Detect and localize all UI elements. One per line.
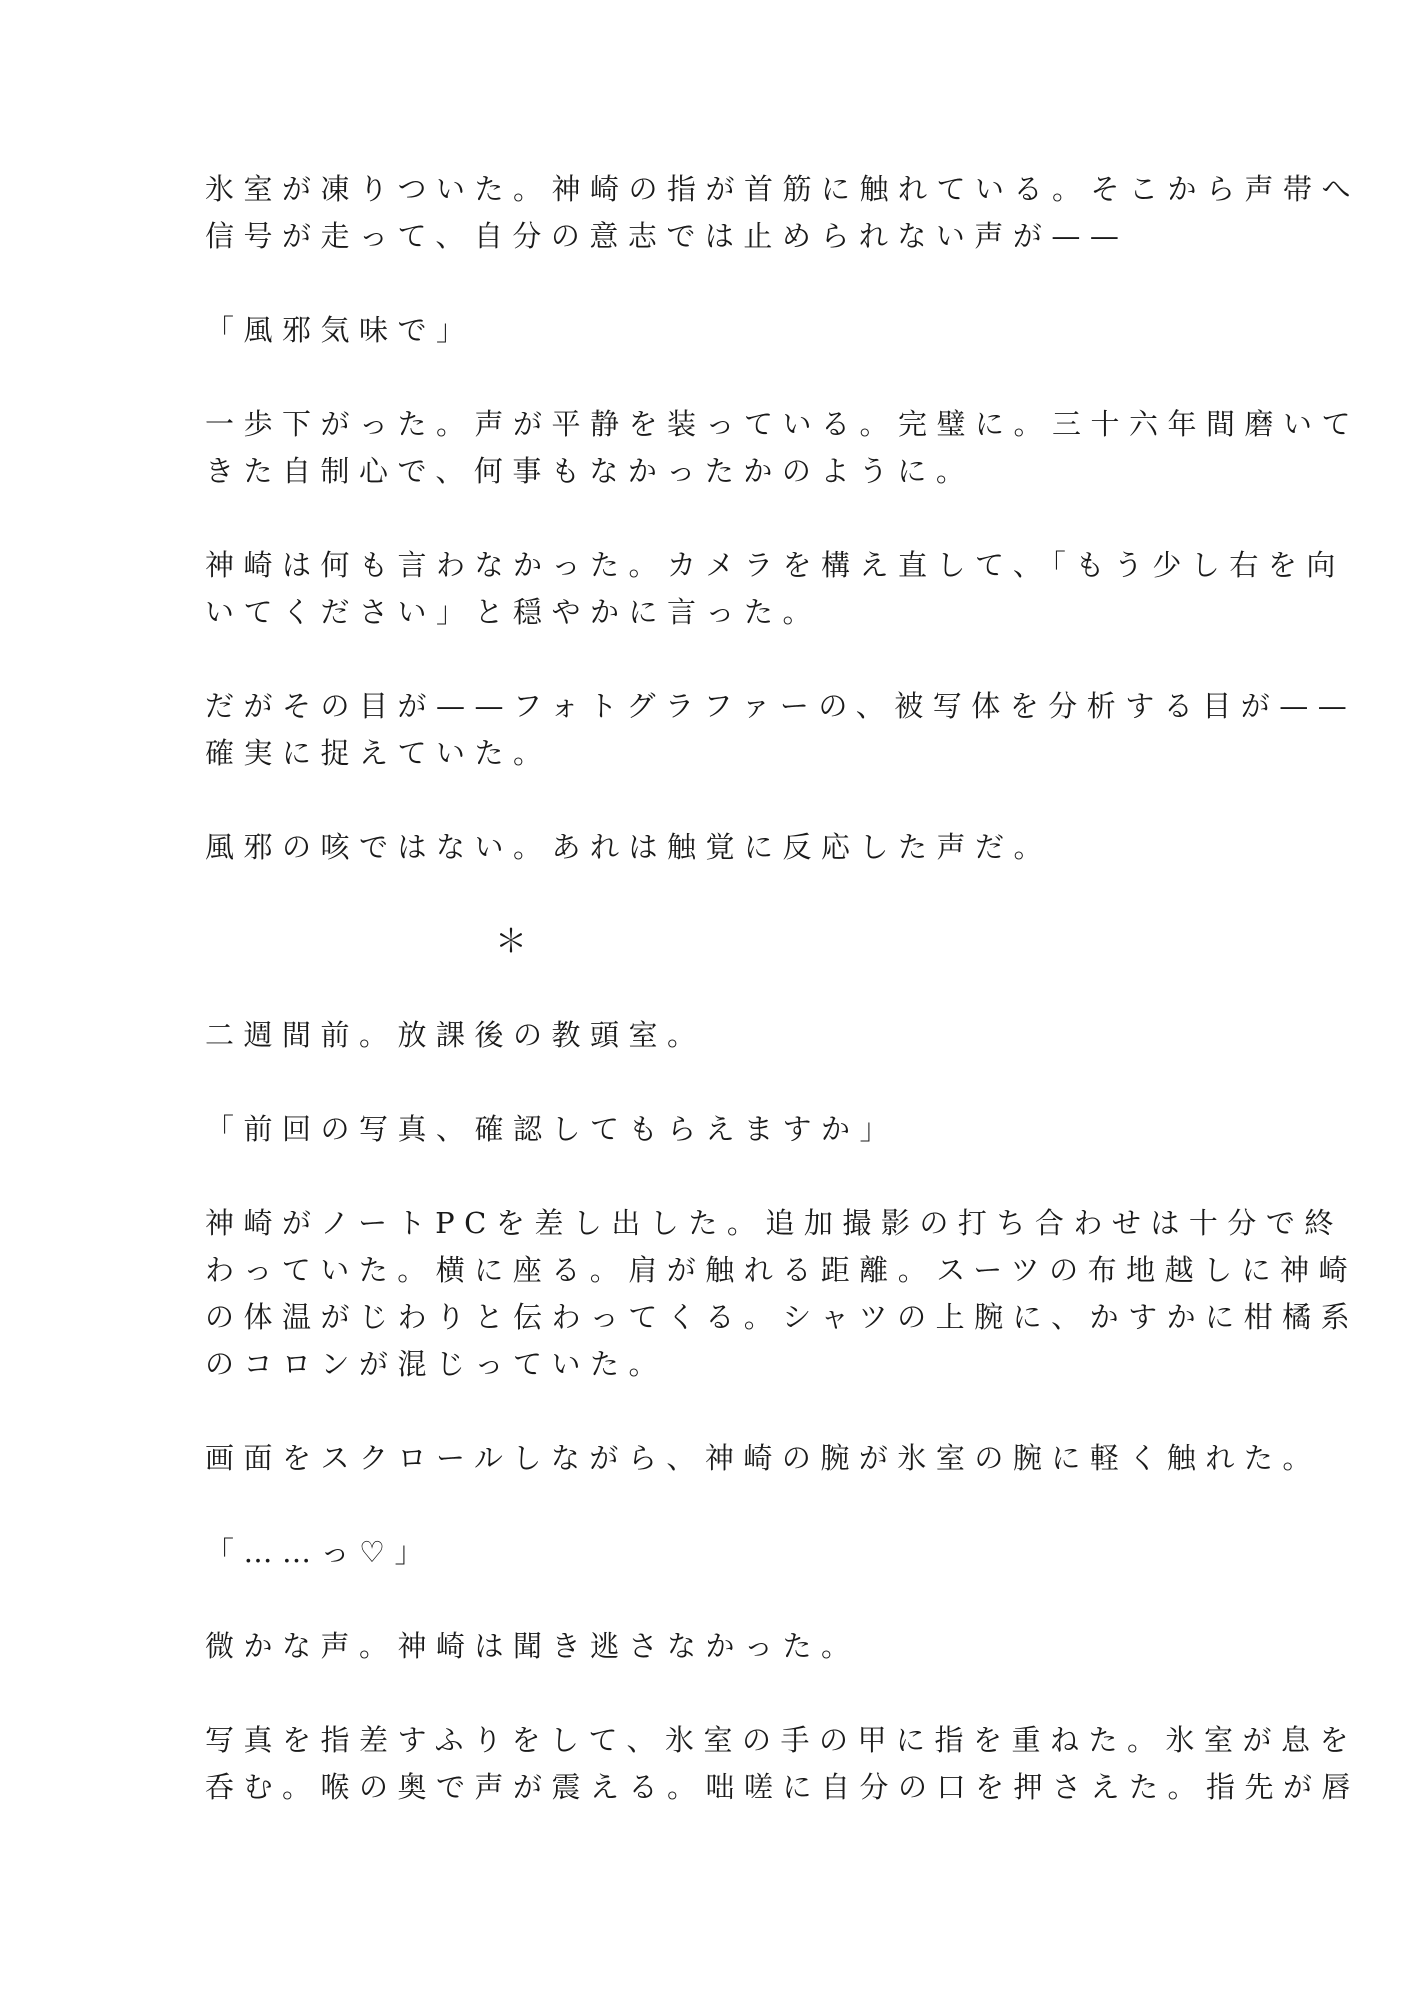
text-line: だがその目が——フォトグラファーの、被写体を分析する目が—— <box>205 689 1357 723</box>
text-line: いてください」と穏やかに言った。 <box>205 595 822 629</box>
paragraph <box>205 307 1205 354</box>
paragraph <box>205 1623 1205 1670</box>
body-text <box>205 166 1361 1858</box>
text-line: 微かな声。神崎は聞き逃さなかった。 <box>205 1629 860 1663</box>
text-line: 神崎は何も言わなかった。カメラを構え直して、「もう少し右を向 <box>205 548 1345 582</box>
text-line: 二週間前。放課後の教頭室。 <box>205 1018 706 1052</box>
text-line: 一歩下がった。声が平静を装っている。完璧に。三十六年間磨いて <box>205 407 1361 441</box>
paragraph <box>205 1529 1205 1576</box>
text-line: 「……っ♡」 <box>205 1535 433 1569</box>
text-line: 写真を指差すふりをして、氷室の手の甲に指を重ねた。氷室が息を <box>205 1723 1358 1757</box>
text-line: 画面をスクロールしながら、神崎の腕が氷室の腕に軽く触れた。 <box>205 1441 1321 1475</box>
text-line: わっていた。横に座る。肩が触れる距離。スーツの布地越しに神崎 <box>205 1253 1358 1287</box>
text-line: 「前回の写真、確認してもらえますか」 <box>205 1112 899 1146</box>
text-line: 確実に捉えていた。 <box>205 736 552 770</box>
paragraph <box>205 542 1345 636</box>
text-line: 風邪の咳ではない。あれは触覚に反応した声だ。 <box>205 830 1053 864</box>
paragraph <box>205 1435 1321 1482</box>
text-line: 「風邪気味で」 <box>205 313 475 347</box>
paragraph <box>205 824 1205 871</box>
text-line: の体温がじわりと伝わってくる。シャツの上腕に、かすかに柑橘系 <box>205 1300 1360 1334</box>
text-line: 神崎がノートPCを差し出した。追加撮影の打ち合わせは十分で終 <box>205 1206 1343 1240</box>
paragraph <box>205 1200 1360 1388</box>
paragraph <box>205 401 1361 495</box>
paragraph <box>205 166 1361 260</box>
paragraph <box>205 1717 1361 1811</box>
text-line: 呑む。喉の奥で声が震える。咄嗟に自分の口を押さえた。指先が唇 <box>205 1770 1361 1804</box>
text-line: のコロンが混じっていた。 <box>205 1347 668 1381</box>
paragraph <box>205 1012 1205 1059</box>
paragraph <box>205 1106 1205 1153</box>
scene-break-separator: ＊ <box>495 922 537 960</box>
paragraph <box>205 683 1357 777</box>
text-line: 信号が走って、自分の意志では止められない声が—— <box>205 219 1129 253</box>
text-line: きた自制心で、何事もなかったかのように。 <box>205 454 975 488</box>
text-line: 氷室が凍りついた。神崎の指が首筋に触れている。そこから声帯へ <box>205 172 1361 206</box>
